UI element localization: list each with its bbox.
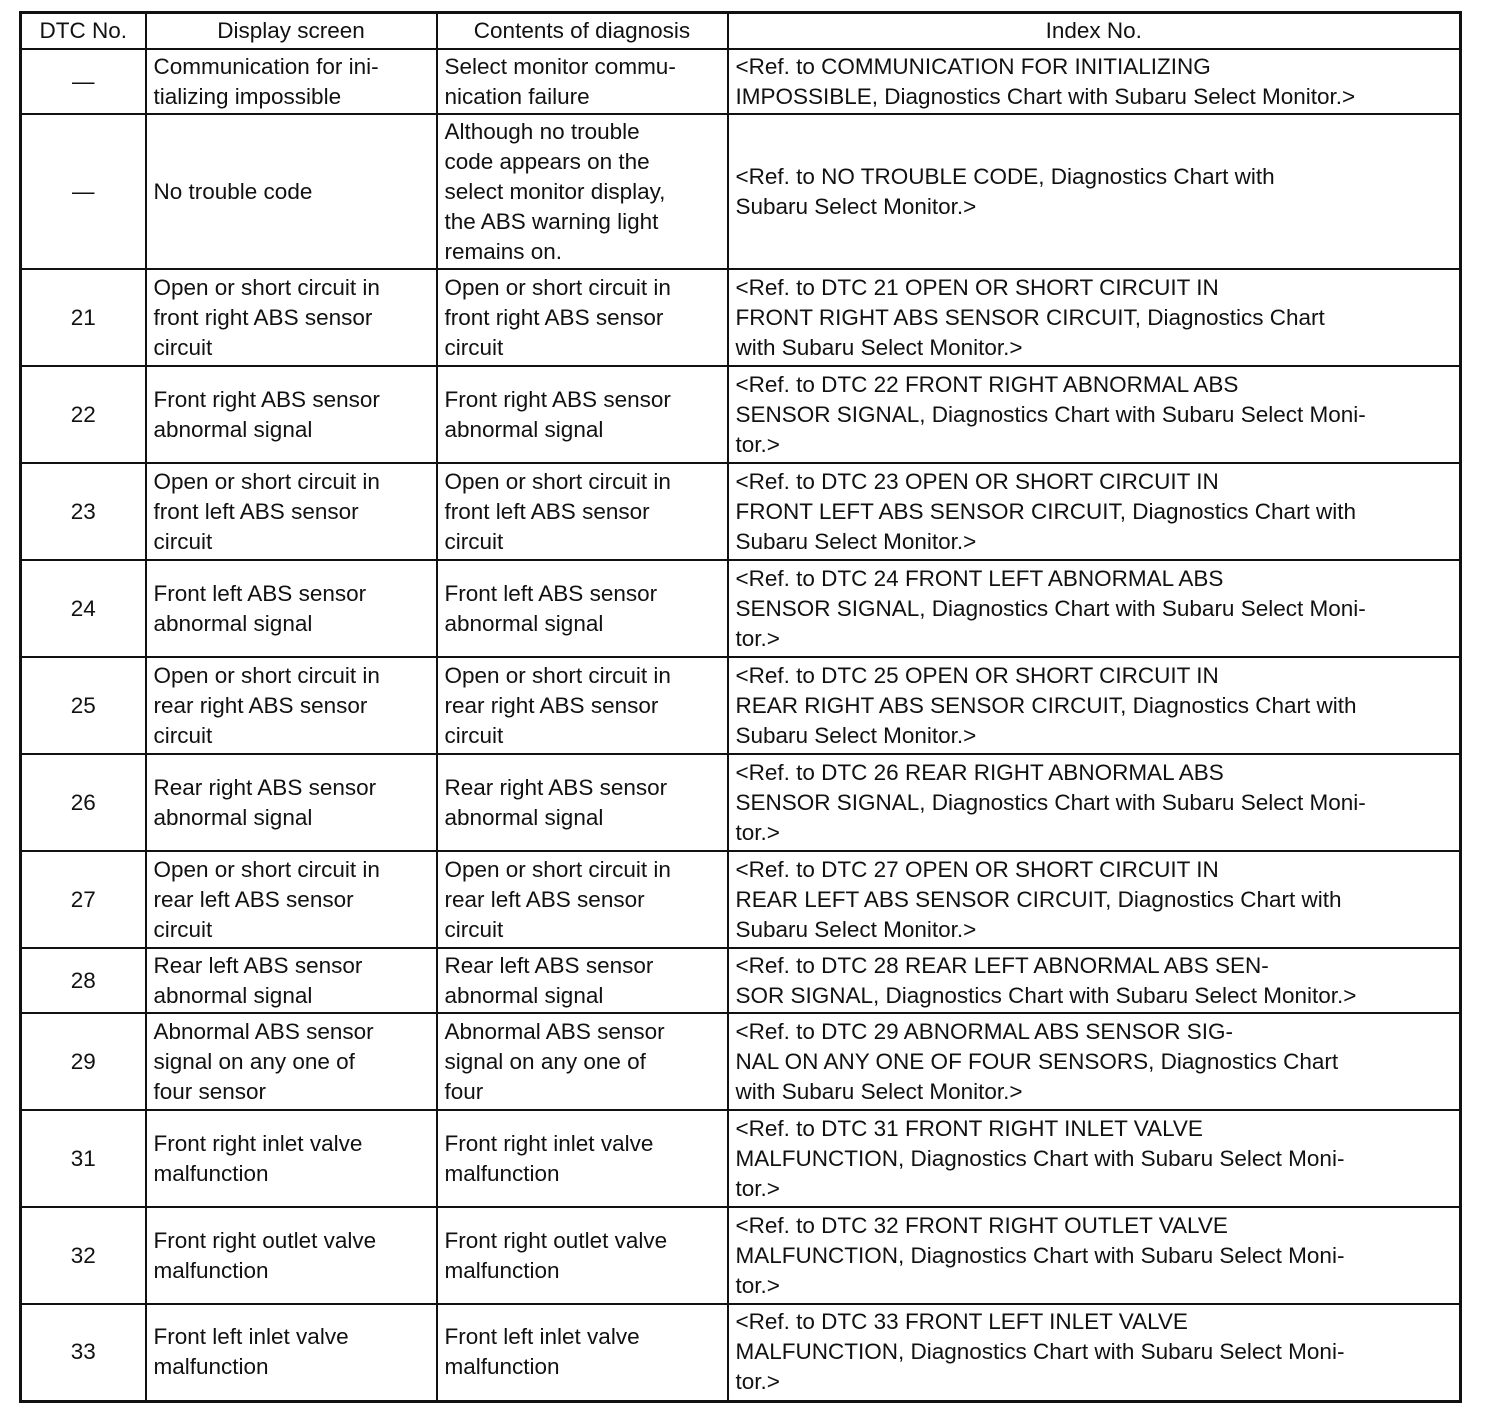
dtc-code-cell-text: 29 [70,1048,96,1074]
contents-of-diagnosis-cell [437,851,728,948]
index-reference-cell [728,366,1461,463]
index-reference-cell [728,657,1461,754]
display-screen-cell [146,1207,437,1304]
display-screen-cell-text: Open or short circuit in front left ABS sensor circuit [153,468,380,554]
contents-of-diagnosis-cell-text: Open or short circuit in rear right ABS sensor circuit [444,662,671,748]
dtc-code-cell [21,948,146,1013]
dtc-code-cell-text: 26 [70,789,96,815]
index-reference-cell-text: <Ref. to DTC 27 OPEN OR SHORT CIRCUIT IN REAR LEFT ABS SENSOR CIRCUIT, Diagnostics Chart with Subaru Select Monitor.> [735,856,1342,942]
index-reference-cell-text: <Ref. to DTC 23 OPEN OR SHORT CIRCUIT IN FRONT LEFT ABS SENSOR CIRCUIT, Diagnostics Chart with Subaru Select Monitor.> [735,468,1357,554]
contents-of-diagnosis-cell [437,49,728,114]
dtc-code-cell-text: 31 [70,1145,96,1171]
index-reference-cell-text: <Ref. to DTC 26 REAR RIGHT ABNORMAL ABS SENSOR SIGNAL, Diagnostics Chart with Subaru Select Moni- tor.> [735,759,1366,845]
display-screen-cell [146,1304,437,1401]
contents-of-diagnosis-cell [437,754,728,851]
header-display-screen: Display screen [146,13,437,50]
table-row [21,948,1461,1013]
table-row [21,269,1461,366]
index-reference-cell [728,754,1461,851]
dtc-code-cell-text: 21 [70,304,96,330]
contents-of-diagnosis-cell-text: Open or short circuit in rear left ABS sensor circuit [444,856,671,942]
contents-of-diagnosis-cell [437,1304,728,1401]
contents-of-diagnosis-cell [437,560,728,657]
contents-of-diagnosis-cell [437,269,728,366]
table-row [21,1304,1461,1401]
contents-of-diagnosis-cell [437,1110,728,1207]
header-dtc-no: DTC No. [21,13,146,50]
contents-of-diagnosis-cell-text: Select monitor commu- nication failure [444,53,676,109]
dtc-table [19,11,1462,1403]
dtc-code-cell-text: 23 [70,498,96,524]
dtc-code-cell-text: 27 [70,886,96,912]
display-screen-cell [146,560,437,657]
display-screen-cell [146,754,437,851]
table-row [21,754,1461,851]
table-row [21,49,1461,114]
display-screen-cell [146,1013,437,1110]
dtc-code-cell [21,560,146,657]
display-screen-cell-text: Front right inlet valve malfunction [153,1130,363,1186]
dtc-code-cell [21,851,146,948]
table-row [21,1013,1461,1110]
display-screen-cell-text: No trouble code [153,178,313,204]
dtc-code-cell [21,1304,146,1401]
dtc-code-cell-text: 22 [70,401,96,427]
display-screen-cell [146,114,437,269]
display-screen-cell [146,1110,437,1207]
dtc-code-cell [21,114,146,269]
display-screen-cell-text: Abnormal ABS sensor signal on any one of four sensor [153,1018,374,1104]
display-screen-cell [146,366,437,463]
table-row [21,560,1461,657]
table-row [21,366,1461,463]
contents-of-diagnosis-cell [437,657,728,754]
index-reference-cell [728,1013,1461,1110]
index-reference-cell [728,463,1461,560]
dtc-code-cell-text: 25 [70,692,96,718]
dtc-code-cell [21,269,146,366]
display-screen-cell-text: Front right ABS sensor abnormal signal [153,386,380,442]
display-screen-cell-text: Open or short circuit in front right ABS sensor circuit [153,274,380,360]
dtc-code-cell-text: 24 [70,595,96,621]
dtc-code-cell [21,463,146,560]
dtc-code-cell [21,657,146,754]
display-screen-cell-text: Communication for ini- tializing impossible [153,53,379,109]
index-reference-cell [728,1304,1461,1401]
index-reference-cell [728,114,1461,269]
contents-of-diagnosis-cell [437,114,728,269]
header-contents-of-diagnosis: Contents of diagnosis [437,13,728,50]
dtc-code-cell-text: 33 [70,1339,96,1365]
table-row [21,851,1461,948]
display-screen-cell [146,657,437,754]
contents-of-diagnosis-cell [437,1013,728,1110]
index-reference-cell [728,1110,1461,1207]
display-screen-cell [146,49,437,114]
dtc-code-cell [21,1110,146,1207]
contents-of-diagnosis-cell-text: Front left inlet valve malfunction [444,1324,640,1380]
contents-of-diagnosis-cell [437,463,728,560]
index-reference-cell-text: <Ref. to DTC 24 FRONT LEFT ABNORMAL ABS SENSOR SIGNAL, Diagnostics Chart with Subaru Select Moni- tor.> [735,565,1366,651]
table-row [21,463,1461,560]
table-row [21,657,1461,754]
header-row [21,13,1461,50]
contents-of-diagnosis-cell-text: Rear right ABS sensor abnormal signal [444,774,668,830]
index-reference-cell-text: <Ref. to DTC 33 FRONT LEFT INLET VALVE MALFUNCTION, Diagnostics Chart with Subaru Select Moni- tor.> [735,1309,1345,1395]
display-screen-cell-text: Rear right ABS sensor abnormal signal [153,774,377,830]
index-reference-cell-text: <Ref. to DTC 31 FRONT RIGHT INLET VALVE MALFUNCTION, Diagnostics Chart with Subaru Select Moni- tor.> [735,1115,1345,1201]
contents-of-diagnosis-cell-text: Although no trouble code appears on the select monitor display, the ABS warning light remains on. [444,118,666,264]
dtc-code-cell-text: 32 [70,1242,96,1268]
index-reference-cell-text: <Ref. to COMMUNICATION FOR INITIALIZING IMPOSSIBLE, Diagnostics Chart with Subaru Select Monitor.> [735,53,1356,109]
index-reference-cell [728,851,1461,948]
dtc-code-cell [21,754,146,851]
dtc-code-cell [21,1207,146,1304]
table-body [21,49,1461,1401]
display-screen-cell-text: Open or short circuit in rear left ABS sensor circuit [153,856,380,942]
contents-of-diagnosis-cell-text: Abnormal ABS sensor signal on any one of four [444,1018,665,1104]
index-reference-cell [728,49,1461,114]
table-row [21,1110,1461,1207]
contents-of-diagnosis-cell-text: Front right outlet valve malfunction [444,1227,668,1283]
dtc-code-cell-text: 28 [70,967,96,993]
index-reference-cell [728,948,1461,1013]
index-reference-cell-text: <Ref. to DTC 28 REAR LEFT ABNORMAL ABS SEN- SOR SIGNAL, Diagnostics Chart with Subaru Select Monitor.> [735,952,1357,1008]
contents-of-diagnosis-cell [437,1207,728,1304]
contents-of-diagnosis-cell-text: Front left ABS sensor abnormal signal [444,580,658,636]
dtc-code-cell-text: — [72,178,95,204]
display-screen-cell-text: Front right outlet valve malfunction [153,1227,377,1283]
index-reference-cell [728,269,1461,366]
index-reference-cell [728,1207,1461,1304]
display-screen-cell [146,948,437,1013]
contents-of-diagnosis-cell-text: Front right inlet valve malfunction [444,1130,654,1186]
contents-of-diagnosis-cell-text: Open or short circuit in front left ABS sensor circuit [444,468,671,554]
table-row [21,1207,1461,1304]
contents-of-diagnosis-cell-text: Front right ABS sensor abnormal signal [444,386,671,442]
table-row [21,114,1461,269]
contents-of-diagnosis-cell [437,366,728,463]
display-screen-cell [146,851,437,948]
dtc-code-cell [21,1013,146,1110]
display-screen-cell-text: Rear left ABS sensor abnormal signal [153,952,363,1008]
dtc-code-cell [21,49,146,114]
dtc-code-cell [21,366,146,463]
index-reference-cell-text: <Ref. to DTC 29 ABNORMAL ABS SENSOR SIG- NAL ON ANY ONE OF FOUR SENSORS, Diagnostics Chart with Subaru Select Monitor.> [735,1018,1339,1104]
index-reference-cell-text: <Ref. to NO TROUBLE CODE, Diagnostics Chart with Subaru Select Monitor.> [735,163,1275,219]
display-screen-cell-text: Front left inlet valve malfunction [153,1324,349,1380]
index-reference-cell-text: <Ref. to DTC 22 FRONT RIGHT ABNORMAL ABS SENSOR SIGNAL, Diagnostics Chart with Subaru Select Moni- tor.> [735,371,1366,457]
contents-of-diagnosis-cell-text: Rear left ABS sensor abnormal signal [444,952,654,1008]
display-screen-cell [146,463,437,560]
index-reference-cell-text: <Ref. to DTC 25 OPEN OR SHORT CIRCUIT IN REAR RIGHT ABS SENSOR CIRCUIT, Diagnostics Chart with Subaru Select Monitor.> [735,662,1357,748]
display-screen-cell-text: Open or short circuit in rear right ABS sensor circuit [153,662,380,748]
display-screen-cell-text: Front left ABS sensor abnormal signal [153,580,367,636]
table-header [21,13,1461,50]
display-screen-cell [146,269,437,366]
index-reference-cell-text: <Ref. to DTC 32 FRONT RIGHT OUTLET VALVE MALFUNCTION, Diagnostics Chart with Subaru Select Moni- tor.> [735,1212,1345,1298]
index-reference-cell-text: <Ref. to DTC 21 OPEN OR SHORT CIRCUIT IN FRONT RIGHT ABS SENSOR CIRCUIT, Diagnostics Chart with Subaru Select Monitor.> [735,274,1325,360]
header-index-no: Index No. [728,13,1461,50]
dtc-code-cell-text: — [72,68,95,94]
index-reference-cell [728,560,1461,657]
contents-of-diagnosis-cell [437,948,728,1013]
contents-of-diagnosis-cell-text: Open or short circuit in front right ABS sensor circuit [444,274,671,360]
